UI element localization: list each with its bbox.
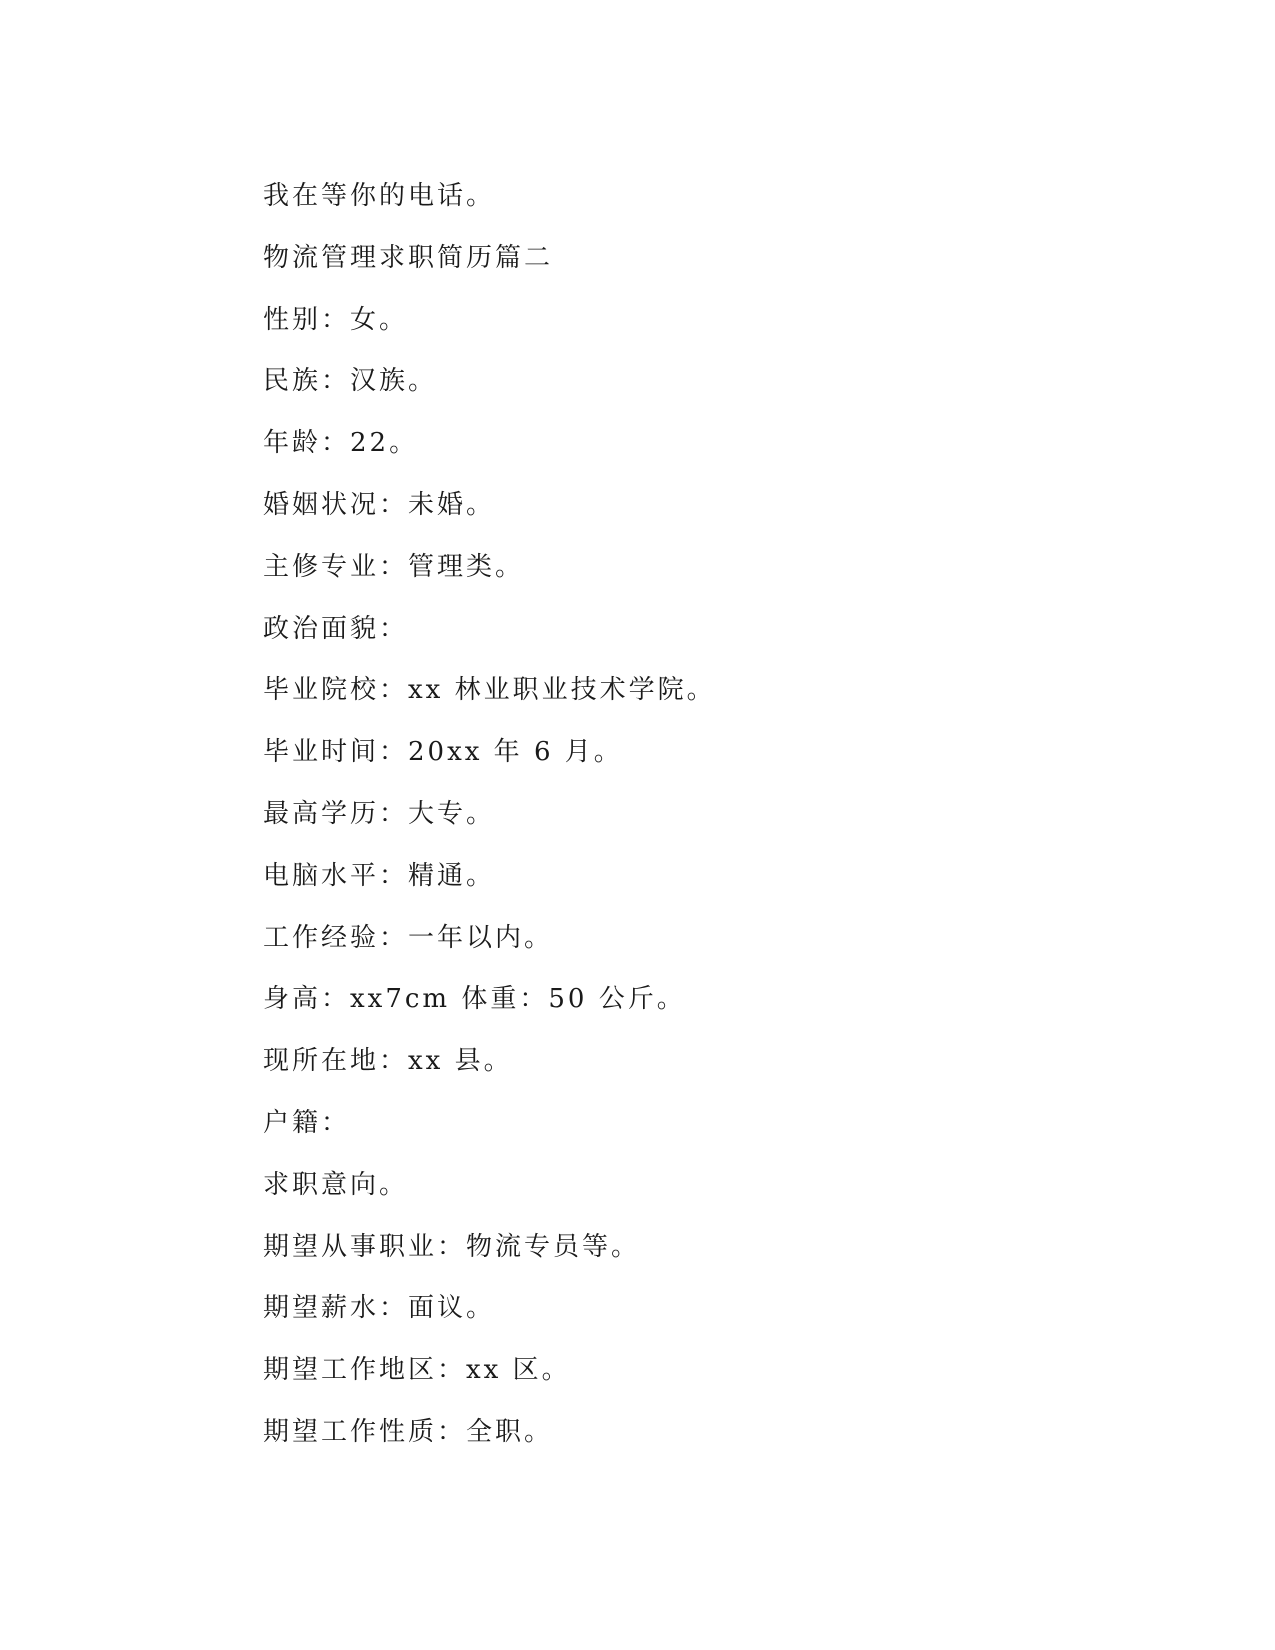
field-computer-skill: 电脑水平：精通。 [263,860,496,891]
field-ethnicity: 民族：汉族。 [263,366,438,397]
job-intention-heading: 求职意向。 [263,1169,409,1200]
field-household-registration: 户籍： [263,1107,351,1138]
field-desired-location: 期望工作地区：xx 区。 [263,1355,571,1386]
field-current-location: 现所在地：xx 县。 [263,1046,513,1077]
field-political-status: 政治面貌： [263,613,409,644]
field-education: 最高学历：大专。 [263,798,496,829]
closing-line: 我在等你的电话。 [263,181,496,211]
section-title: 物流管理求职简历篇二 [263,242,554,273]
field-desired-salary: 期望薪水：面议。 [263,1293,496,1324]
field-marital-status: 婚姻状况：未婚。 [263,489,496,520]
field-work-experience: 工作经验：一年以内。 [263,922,554,953]
field-graduation-date: 毕业时间：20xx 年 6 月。 [263,737,623,768]
field-school: 毕业院校：xx 林业职业技术学院。 [263,675,716,706]
field-age: 年龄：22。 [263,428,419,459]
field-major: 主修专业：管理类。 [263,551,525,582]
document-body [263,166,1163,1464]
field-desired-occupation: 期望从事职业：物流专员等。 [263,1231,641,1262]
field-desired-job-type: 期望工作性质：全职。 [263,1416,554,1447]
field-gender: 性别：女。 [263,304,409,335]
field-height-weight: 身高：xx7cm 体重：50 公斤。 [263,984,686,1015]
